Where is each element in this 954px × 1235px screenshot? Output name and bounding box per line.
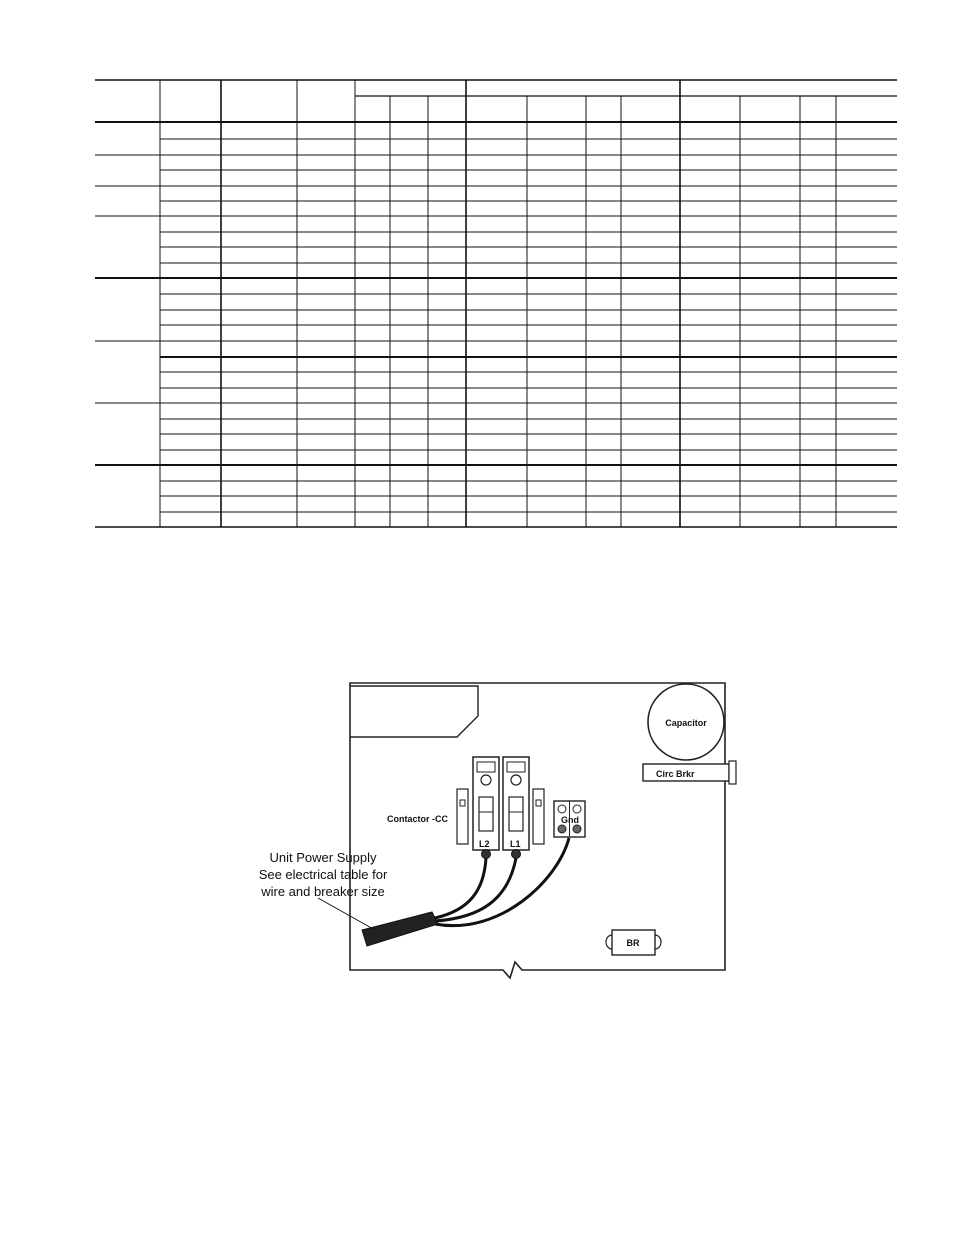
power-supply-cable (362, 838, 569, 946)
ground-terminal-block (554, 801, 585, 837)
power-supply-callout (259, 850, 388, 899)
capacitor-label: Capacitor (665, 718, 707, 728)
callout-line-3: wire and breaker size (261, 884, 385, 899)
callout-line-2: See electrical table for (258, 867, 388, 882)
terminal-l1-label: L1 (510, 839, 521, 849)
panel-tab (350, 686, 478, 737)
contactor (387, 757, 544, 859)
br-relay (606, 930, 661, 955)
callout-leader (318, 898, 375, 930)
terminal-l2-label: L2 (479, 839, 490, 849)
circuit-breaker-label: Circ Brkr (656, 769, 695, 779)
br-label: BR (626, 938, 640, 948)
ground-label: Gnd (561, 815, 579, 825)
circuit-breaker (643, 761, 736, 784)
capacitor (648, 684, 724, 760)
contactor-label: Contactor -CC (387, 814, 448, 824)
callout-line-1: Unit Power Supply (269, 850, 377, 865)
